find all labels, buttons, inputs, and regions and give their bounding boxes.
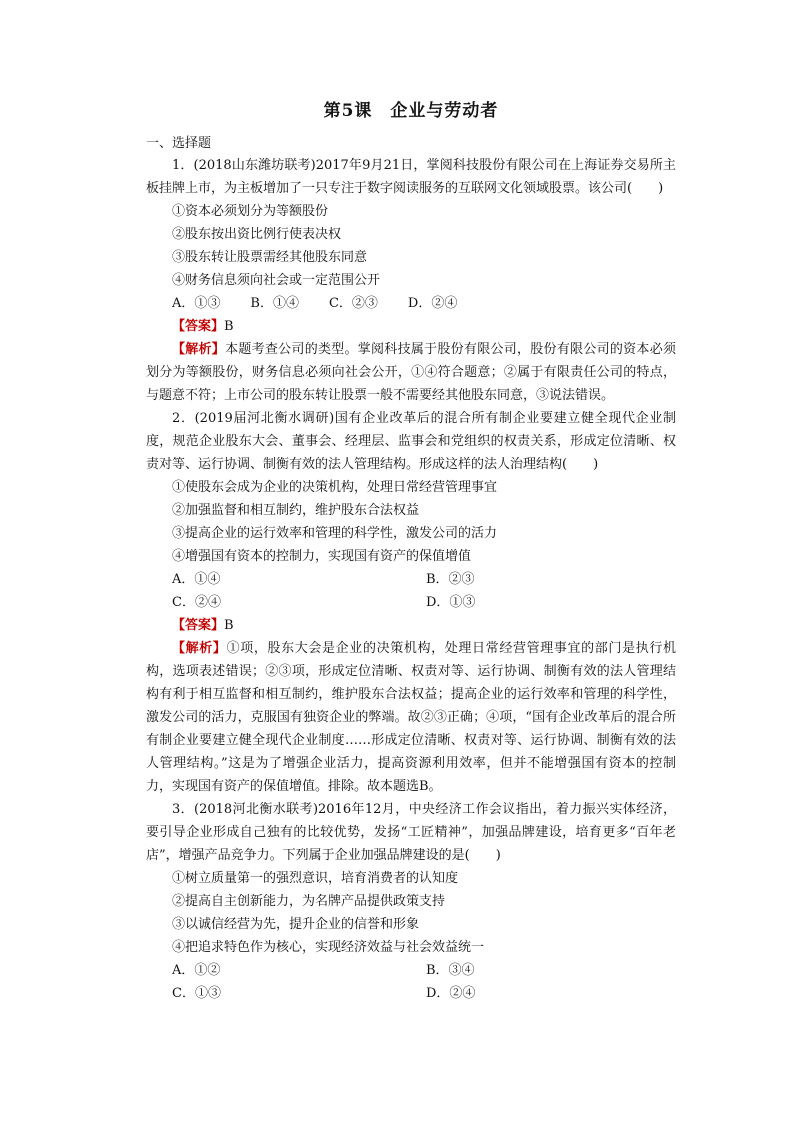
question-stem: 3．(2018河北衡水联考)2016年12月，中央经济工作会议指出，着力振兴实体经济，要引导企业形成自己独有的比较优势，发扬“工匠精神”，加强品牌建设，培育更多“百年老店”，增强产品竞争力。下列属于企业加强品牌建设的是( ): [146, 802, 676, 863]
choice-a: A．①④: [172, 572, 221, 587]
choice-c: C．①③: [172, 986, 221, 1001]
choice-c: C．②④: [172, 595, 221, 610]
choice-b: B．①④: [250, 296, 299, 311]
analysis-text: ①项，股东大会是企业的决策机构，处理日常经营管理事宜的部门是执行机构，选项表述错误；②③项，形成定位清晰、权责对等、运行协调、制衡有效的法人管理结构有利于相互监督和相互制约，维护股东合法权益；提高企业的运行效率和管理的科学性，激发公司的活力，克服国有独资企业的弊端。故②③正确；④项，“国有企业改革后的混合所有制企业要建立健全现代企业制度……形成定位清晰、权责对等、运行协调、制衡有效的法人管理结构。”这是为了增强企业活力，提高资源利用效率，但并不能增强国有资本的控制力，实现国有资产的保值增值。排除。故本题选B。: [146, 641, 676, 794]
analysis-paragraph: [146, 637, 676, 798]
analysis-tag: 【解析】: [172, 342, 226, 357]
section-heading: 一、选择题: [146, 136, 212, 151]
choice-a: A．①②: [172, 963, 221, 978]
option-item: ②提高自主创新能力，为名牌产品提供政策支持: [172, 894, 446, 909]
answer-line: [146, 614, 676, 637]
answer-tag: 【答案】: [172, 618, 225, 633]
analysis-tag: 【解析】: [172, 641, 227, 656]
option-item: ④增强国有资本的控制力，实现国有资产的保值增值: [172, 549, 472, 564]
option-item: ①资本必须划分为等额股份: [172, 204, 329, 219]
option-item: ②股东按出资比例行使表决权: [172, 227, 342, 242]
option-item: ①使股东会成为企业的决策机构，处理日常经营管理事宜: [172, 480, 498, 495]
question-3: [146, 798, 676, 1005]
option-item: ②加强监督和相互制约，维护股东合法权益: [172, 503, 420, 518]
choice-d: D．②④: [426, 986, 476, 1001]
choice-c: C．②③: [328, 296, 378, 311]
analysis-paragraph: [146, 338, 676, 407]
answer-choices: [146, 959, 676, 1005]
answer-tag: 【答案】: [172, 319, 225, 334]
answer-value: B: [224, 319, 234, 334]
answer-choices: [146, 568, 676, 614]
option-item: ③提高企业的运行效率和管理的科学性，激发公司的活力: [172, 526, 498, 541]
option-item: ④财务信息须向社会或一定范围公开: [172, 273, 381, 288]
choice-b: B．②③: [426, 572, 475, 587]
option-item: ③股东转让股票需经其他股东同意: [172, 250, 368, 265]
question-stem: 1．(2018山东潍坊联考)2017年9月21日，掌阅科技股份有限公司在上海证券交易所主板挂牌上市，为主板增加了一只专注于数字阅读服务的互联网文化领域股票。该公司( ): [146, 158, 676, 196]
question-stem: 2．(2019届河北衡水调研)国有企业改革后的混合所有制企业要建立健全现代企业制度，规范企业股东大会、董事会、经理层、监事会和党组织的权责关系，形成定位清晰、权责对等、运行协调、制衡有效的法人管理结构。形成这样的法人治理结构( ): [146, 411, 676, 472]
question-1: [146, 154, 676, 407]
option-item: ③以诚信经营为先，提升企业的信誉和形象: [172, 917, 420, 932]
question-2: [146, 407, 676, 798]
answer-line: [146, 315, 676, 338]
answer-value: B: [224, 618, 234, 633]
document-page: [146, 96, 676, 1005]
choice-d: D．①③: [426, 595, 476, 610]
page-title: 第5课 企业与劳动者: [323, 101, 499, 121]
analysis-text: 本题考查公司的类型。掌阅科技属于股份有限公司，股份有限公司的资本必须划分为等额股份，财务信息必须向社会公开，①④符合题意；②属于有限责任公司的特点，与题意不符；上市公司的股东转让股票一般不需要经其他股东同意，③说法错误。: [146, 342, 676, 403]
choice-a: A．①③: [172, 296, 221, 311]
option-item: ①树立质量第一的强烈意识，培育消费者的认知度: [172, 871, 459, 886]
answer-choices: [146, 292, 676, 315]
choice-d: D．②④: [407, 296, 458, 311]
option-item: ④把追求特色作为核心，实现经济效益与社会效益统一: [172, 940, 485, 955]
choice-b: B．③④: [426, 963, 475, 978]
